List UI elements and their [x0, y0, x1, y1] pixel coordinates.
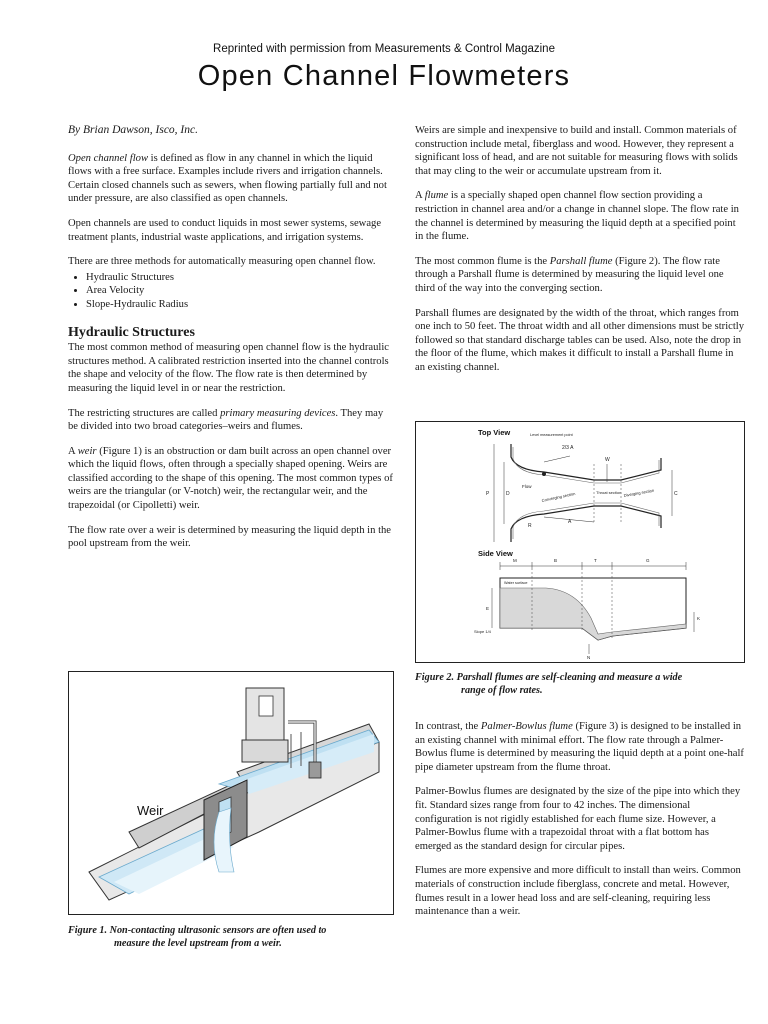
water-surface-label: Water surface: [504, 581, 528, 585]
paragraph-weir-pros-cons: Weirs are simple and inexpensive to build and install. Common materials of construction include metal, fiberglass and wood. However, they represent a significant loss of head, and are not suitable for measuring flows with solids that may cling to the weir or accumulate upstream from it.: [415, 125, 738, 177]
paragraph-parshall-flume: The most common flume is the Parshall flume (Figure 2). The flow rate through a Parshall flume is determined by measuring the liquid level one third of the way into the converging section.: [415, 255, 724, 294]
figure-2-parshall-flume-diagram: [415, 421, 745, 663]
list-item: • Hydraulic Structures: [86, 271, 394, 285]
methods-list: [68, 271, 394, 312]
list-item: • Slope-Hydraulic Radius: [86, 298, 394, 312]
right-column: [415, 124, 745, 386]
paragraph-methods-intro: There are three methods for automatically measuring open channel flow.: [68, 256, 376, 268]
byline: By Brian Dawson, Isco, Inc.: [68, 124, 198, 136]
article-title: Open Channel Flowmeters: [197, 60, 571, 92]
level-point-label: Level measurement point: [530, 433, 573, 437]
weir-drawing: [69, 672, 393, 914]
dim-label: W: [605, 457, 610, 463]
paragraph-flume-costs: Flumes are more expensive and more difficult to install than weirs. Common materials of construction include fiberglass, concrete and metal. However, flumes result in a lower head loss and are self-cleaning, requiring less maintenance than a weir.: [415, 865, 741, 918]
throat-label: Throat section: [596, 490, 622, 495]
reprint-notice: Reprinted with permission from Measurements & Control Magazine: [213, 43, 555, 55]
dim-label: K: [697, 616, 701, 621]
term-open-channel-flow: Open channel flow: [68, 152, 149, 164]
dim-label: E: [486, 606, 490, 611]
flow-label: Flow: [522, 484, 532, 489]
dim-label: N: [587, 655, 591, 660]
paragraph-hydraulic-method: The most common method of measuring open channel flow is the hydraulic structures method. A calibrated restriction inserted into the channel controls the shape and velocity of the flow. The flow rate is then determined by measuring the liquid level in or near the restriction.: [68, 342, 389, 394]
list-item: • Area Velocity: [86, 284, 394, 298]
dim-label: 2/3 A: [562, 445, 574, 451]
converging-label: Converging section: [541, 490, 576, 503]
section-heading-hydraulic-structures: Hydraulic Structures: [68, 324, 195, 340]
paragraph-primary-devices: The restricting structures are called primary measuring devices. They may be divided into two broad categories–weirs and flumes.: [68, 407, 384, 433]
side-view-label: Side View: [478, 549, 513, 558]
dim-label: R: [528, 523, 532, 529]
dim-label: G: [646, 558, 650, 563]
paragraph-weir-definition: A weir (Figure 1) is an obstruction or dam built across an open channel over which the liquid flows, often through a specially shaped opening. Weirs are classified according to the shape of this opening. The most common types of weirs are the triangular (or V-notch) weir, the rectangular weir, and the trapezoidal (or Cipolletti) weir.: [68, 445, 393, 512]
parshall-flume-drawing: [416, 422, 744, 662]
paragraph-palmer-bowlus: In contrast, the Palmer-Bowlus flume (Figure 3) is designed to be installed in an existing channel with minimal effort. The flow rate through a Palmer-Bowlus flume is determined by measuring the liquid depth at a point one-half pipe diameter upstream from the flume throat.: [415, 721, 744, 773]
paragraph-definition: Open channel flow is defined as flow in any channel in which the liquid flows with a free surface. Examples include rivers and irrigation channels. Certain closed channels such as sewers, when flowing partially full and not under pressure, are also classified as open channels.: [68, 152, 387, 205]
weir-label: Weir: [137, 803, 164, 818]
dim-label: T: [594, 558, 597, 563]
left-column: [68, 124, 394, 562]
dim-label: A: [568, 519, 572, 525]
paragraph-flume-definition: A flume is a specially shaped open channel flow section providing a restriction in channel area and/or a change in channel slope. The flow rate in the channel is determined by measuring the liquid depth at a specified point in the flume.: [415, 190, 739, 243]
dim-label: P: [486, 491, 490, 497]
dim-label: D: [506, 491, 510, 497]
paragraph-uses: Open channels are used to conduct liquids in most sewer systems, sewage treatment plants, industrial waste applications, and irrigation systems.: [68, 217, 382, 243]
figure-1-weir-illustration: [68, 671, 394, 915]
right-column-lower: [415, 720, 745, 930]
slope-label: Slope 1/4: [474, 629, 491, 634]
dim-label: B: [554, 558, 558, 563]
figure-1-caption: Figure 1. Non-contacting ultrasonic sensors are often used to measure the level upstream from a weir.: [68, 925, 327, 949]
diverging-label: Diverging section: [623, 487, 655, 498]
top-view-label: Top View: [478, 428, 511, 437]
figure-2-caption: Figure 2. Parshall flumes are self-cleaning and measure a wide range of flow rates.: [415, 672, 683, 696]
paragraph-parshall-designation: Parshall flumes are designated by the width of the throat, which ranges from one inch to 50 feet. The throat width and all other dimensions must be strictly followed so that standard discharge tables can be used. Also, note the drop in the floor of the flume, which makes it difficult to install a Parshall flume in an existing channel.: [415, 307, 745, 373]
dim-label: M: [513, 558, 517, 563]
paragraph-palmer-bowlus-sizes: Palmer-Bowlus flumes are designated by the size of the pipe into which they fit. Standard sizes range from four to 42 inches. The dimensional configuration is not rigidly established for each flume size. However, a Palmer-Bowlus flume with a trapezoidal throat with a flat bottom has emerged as the standard design for circular pipes.: [415, 786, 741, 852]
dim-label: C: [674, 491, 678, 497]
paragraph-weir-flow-rate: The flow rate over a weir is determined by measuring the liquid depth in the pool upstream from the weir.: [68, 524, 392, 550]
